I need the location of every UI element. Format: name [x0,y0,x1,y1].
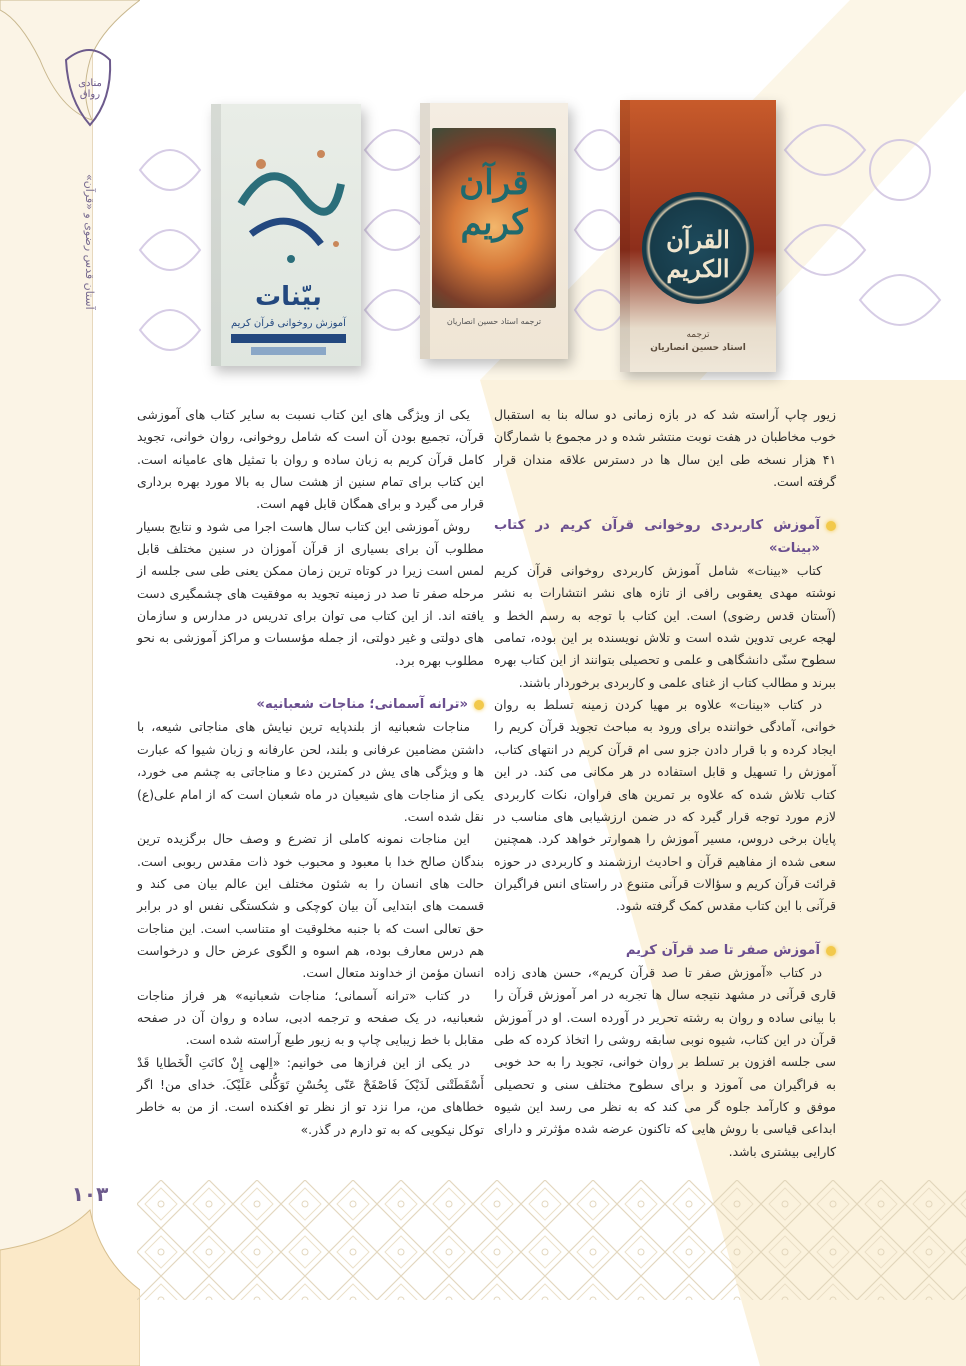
right-column [494,404,836,1163]
paragraph: در کتاب «آموزش صفر تا صد قرآن کریم»، حسن هادی زاده قاری قرآنی در مشهد نتیجه سال ها تجربه در امر آموزش قرآن را با بیانی ساده و روان به رشته تحریر در آورده است. او در آموزش قرآن در این کتاب، شیوه نوبی سابقه روشی را اتخاذ کرده که طی سی جلسه افزون بر تسلط بر روان خوانی، تجوید را به حد خوبی به فراگیران می آموزد و برای سطوح مختلف سنی و تحصیلی موفق و کارآمد جلوه گر می کند که به نظر می رسد این شیوه ابداعی قیاسی با روش هایی که تاکنون عرضه شده مؤثرتر و دارای کارایی بیشتری باشد. [494,964,836,1159]
paragraph: روش آموزشی این کتاب سال هاست اجرا می شود و نتایج بسیار مطلوب آن برای بسیاری از قرآن آموزان در سنین مختلف قابل لمس است زیرا در کوتاه ترین زمان ممکن یعنی طی سی جلسه از مرحله صفر تا صد در زمینه تجوید به موفقیت های چشمگیری دست یافته اند. از این کتاب می توان برای تدریس در مدارس و سازمان های دولتی و غیر دولتی، از جمله مؤسسات و مراکز آموزشی به نحو مطلوب بهره برد. [137,518,484,668]
book-cover-al-quran [620,100,776,372]
section-vertical-label: آستان قدس رضوی و «قرآن» [83,174,96,310]
book1-band-small [251,347,326,355]
paragraph: در کتاب «ترانه آسمانی؛ مناجات شعبانیه» هر فراز مناجات شعبانیه، در یک صفحه و ترجمه ادبی، ساده و روان آن در صفحه مقابل با خط زیبایی چاپ و به زیور طبع آراسته شده است. [137,987,484,1048]
bullet-icon [826,521,836,531]
book3-footer-top: ترجمه [686,330,710,340]
book-cover-bayyenat [211,104,361,366]
bullet-icon [474,700,484,710]
left-column [137,404,484,1141]
paragraph: کتاب «بینات» شامل آموزش کاربردی روخوانی قرآن کریم نوشته مهدی یعقوبی رافی از تازه های نشر انتشارات به نشر (آستان قدس رضوی) است. این کتاب با توجه به رسم الخط و لهجه عربی تدوین شده است و تلاش نویسنده بر این بوده، تمامی سطوح سنّی دانشگاهی و علمی و تحصیلی بتوانند از این کتاب بهره ببرند و مطالب کتاب از غنای علمی و کاربردی برخوردار باشند. [494,563,836,690]
paragraph: مناجات شعبانیه از بلندپایه ترین نیایش های مناجاتی شیعه، با داشتن مضامین عرفانی و بلند، لحن عارفانه و زبان شیوا که عبارت ها و ویژگی های یش در کمترین دعا و مناجاتی به چشم می خورد، یکی از مناجات های شیعیان در ماه شعبان است که از امام علی(ع) نقل شده است. [137,719,484,824]
book1-band [231,334,346,343]
paragraph: این مناجات نمونه کاملی از تضرع و وصف حال برگزیده ترین بندگان صالح خدا با معبود و محبوب خود ذات مقدس ربوبی است. حالت های انسان را به شئون مختلف این عالم بیان می کند و قسمت های ابتدایی آن بیان کوچکی و شکستگی نفس او در برابر حق تعالی است که با جنبه مخلوقیت او متناسب است. این مناجات هم درس معارف بوده، هم اسوه و الگوی عرض حال و درخواست انسان مؤمن از خداوند متعال است. [137,831,484,981]
section-heading-shabaniyeh: «ترانه آسمانی؛ مناجات شعبانیه» [137,694,484,716]
bullet-icon [826,946,836,956]
magazine-logo: منادی رواق [78,78,102,100]
paragraph: یکی از ویژگی های این کتاب نسبت به سایر کتاب های آموزشی قرآن، تجمیع بودن آن است که شامل روخوانی، روان خوانی، تجوید کامل قرآن کریم به زبان ساده و روان با تمثیل های عامیانه است. این کتاب برای تمام سنین از هشت سال به بالا مورد بهره برداری قرار می گیرد و برای همگان قابل فهم است. [137,407,484,512]
section-heading-bayyenat: آموزش کاربردی روخوانی قرآن کریم در کتاب «بینات» [494,515,836,560]
section-heading-zero-to-hundred: آموزش صفر تا صد قرآن کریم [494,940,836,962]
book1-title: بیّنات [255,282,322,312]
bottom-pattern [137,1180,966,1300]
book-cover-quran [420,103,568,359]
book2-calligraphy: قرآن کریم [459,163,529,243]
margin-ornament [0,0,140,1366]
book-decoration-icon [221,124,356,274]
page-number: ۱۰۳ [71,1182,109,1206]
book3-calligraphy: القرآن الکریم [666,225,730,283]
intro-paragraph: زیور چاپ آراسته شد که در بازه زمانی دو ساله بنا به استقبال خوب مخاطبان در هفت نوبت منتشر شده و در مجموع با شمارگان ۴۱ هزار نسخه طی این سال ها در دسترس علاقه مندان قرار گرفته است. [494,407,836,490]
paragraph: در یکی از این فرازها می خوانیم: «اِلهی إِنْ کانَتِ الْخَطایا قَدْ أَسْقَطَتْنی لَدَیْکَ فَاصْفَحْ عَنّی بِحُسْنِ تَوَکُّلی عَلَیْکَ. خدای من! اگر خطاهای من، مرا نزد تو از نظر تو افکنده است. از من به خاطر توکل نیکویی که به تو دارم در گذر.» [137,1054,484,1137]
paragraph: در کتاب «بینات» علاوه بر مهیا کردن زمینه تسلط به روان خوانی، آمادگی خواننده برای ورود به مباحث تجوید قرآن کریم را ایجاد کرده و با قرار دادن جزو سی ام قرآن کریم در انتهای کتاب، آموزش را تسهیل و قابل استفاده در هر مکانی می کند. در این کتاب تلاش شده که علاوه بر تمرین های فراوان، نکات کاربردی لازم مورد توجه قرار گیرد که در ضمن ارزشیابی های مناسب در پایان برخی دروس، مسیر آموزش را هموارتر خواهد کرد. همچنین سعی شده از مفاهیم قرآن و احادیث ارزشمند و کاربردی در حوزه قرائت قرآن کریم و سؤالات قرآنی متنوع در راستای انس فراگیران قرآنی با این کتاب مقدس کمک گرفته شود. [494,697,836,914]
book2-footer: ترجمه استاد حسین انصاریان [446,317,542,326]
book3-footer-bottom: استاد حسین انصاریان [650,343,746,353]
book1-subtitle: آموزش روخوانی قرآن کریم [231,318,346,329]
